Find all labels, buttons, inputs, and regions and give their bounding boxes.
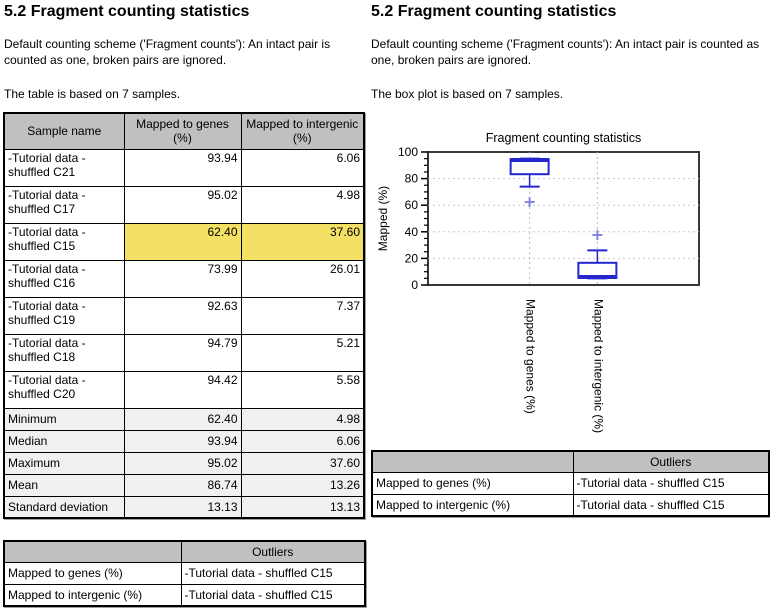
table-row bbox=[4, 297, 364, 334]
sample-name-cell: -Tutorial data - shuffled C16 bbox=[4, 260, 124, 297]
y-tick-label: 80 bbox=[404, 171, 418, 186]
y-tick-label: 60 bbox=[404, 198, 418, 213]
outliers-header-row bbox=[4, 541, 365, 562]
genes-value-cell: 93.94 bbox=[124, 149, 241, 186]
sample-name-cell: -Tutorial data - shuffled C21 bbox=[4, 149, 124, 186]
genes-value-cell: 94.79 bbox=[124, 334, 241, 371]
outliers-empty-header bbox=[4, 541, 181, 562]
summary-row bbox=[4, 496, 364, 518]
x-category-label: Mapped to genes (%) bbox=[523, 299, 538, 414]
outliers-row bbox=[4, 584, 365, 606]
table-row bbox=[4, 371, 364, 408]
outlier-value-cell: -Tutorial data - shuffled C15 bbox=[573, 494, 769, 516]
summary-genes-cell: 93.94 bbox=[124, 430, 241, 452]
plot-caption: The box plot is based on 7 samples. bbox=[371, 87, 564, 101]
summary-row bbox=[4, 408, 364, 430]
outliers-row bbox=[372, 472, 769, 494]
summary-label-cell: Minimum bbox=[4, 408, 124, 430]
outlier-value-cell: -Tutorial data - shuffled C15 bbox=[181, 584, 365, 606]
sample-name-cell: -Tutorial data - shuffled C18 bbox=[4, 334, 124, 371]
outliers-header: Outliers bbox=[573, 451, 769, 472]
summary-genes-cell: 13.13 bbox=[124, 496, 241, 518]
outlier-value-cell: -Tutorial data - shuffled C15 bbox=[573, 472, 769, 494]
outliers-row bbox=[372, 494, 769, 516]
summary-label-cell: Standard deviation bbox=[4, 496, 124, 518]
sample-name-cell: -Tutorial data - shuffled C19 bbox=[4, 297, 124, 334]
section-heading-right: 5.2 Fragment counting statistics bbox=[371, 3, 617, 20]
summary-genes-cell: 62.40 bbox=[124, 408, 241, 430]
summary-intergenic-cell: 37.60 bbox=[241, 452, 364, 474]
genes-value-cell: 94.42 bbox=[124, 371, 241, 408]
summary-intergenic-cell: 13.13 bbox=[241, 496, 364, 518]
intergenic-value-cell: 7.37 bbox=[241, 297, 364, 334]
column-header-sample-name: Sample name bbox=[4, 113, 124, 149]
summary-row bbox=[4, 474, 364, 496]
intro-text-left: Default counting scheme ('Fragment counts'): An intact pair is counted as one, broken pairs are ignored. bbox=[4, 37, 331, 67]
outlier-value-cell: -Tutorial data - shuffled C15 bbox=[181, 562, 365, 584]
plot-area bbox=[428, 152, 699, 285]
column-header-mapped-intergenic: Mapped to intergenic (%) bbox=[241, 113, 364, 149]
outliers-table-left bbox=[3, 540, 366, 607]
outliers-header-row bbox=[372, 451, 769, 472]
y-tick-label: 40 bbox=[404, 224, 418, 239]
outlier-metric-cell: Mapped to genes (%) bbox=[372, 472, 573, 494]
y-tick-label: 0 bbox=[411, 278, 418, 292]
table-row bbox=[4, 223, 364, 260]
y-tick-label: 100 bbox=[397, 145, 418, 159]
summary-genes-cell: 95.02 bbox=[124, 452, 241, 474]
box-plot bbox=[371, 108, 770, 448]
y-tick-label: 20 bbox=[404, 251, 418, 266]
intergenic-value-cell: 6.06 bbox=[241, 149, 364, 186]
intro-text-right: Default counting scheme ('Fragment counts'): An intact pair is counted as one, broken pairs are ignored. bbox=[371, 37, 760, 67]
table-row bbox=[4, 334, 364, 371]
section-heading-left: 5.2 Fragment counting statistics bbox=[4, 3, 250, 20]
outlier-metric-cell: Mapped to genes (%) bbox=[4, 562, 181, 584]
genes-value-cell: 62.40 bbox=[124, 223, 241, 260]
intergenic-value-cell: 5.21 bbox=[241, 334, 364, 371]
y-axis-label: Mapped (%) bbox=[376, 185, 390, 252]
statistics-table bbox=[3, 112, 365, 519]
table-row bbox=[4, 149, 364, 186]
outliers-header: Outliers bbox=[181, 541, 365, 562]
intergenic-value-cell: 5.58 bbox=[241, 371, 364, 408]
x-category-label: Mapped to intergenic (%) bbox=[591, 299, 606, 434]
sample-name-cell: -Tutorial data - shuffled C17 bbox=[4, 186, 124, 223]
table-row bbox=[4, 186, 364, 223]
outliers-empty-header bbox=[372, 451, 573, 472]
sample-name-cell: -Tutorial data - shuffled C15 bbox=[4, 223, 124, 260]
sample-name-cell: -Tutorial data - shuffled C20 bbox=[4, 371, 124, 408]
summary-label-cell: Maximum bbox=[4, 452, 124, 474]
chart-title: Fragment counting statistics bbox=[485, 131, 642, 145]
summary-intergenic-cell: 13.26 bbox=[241, 474, 364, 496]
outlier-metric-cell: Mapped to intergenic (%) bbox=[4, 584, 181, 606]
intergenic-value-cell: 26.01 bbox=[241, 260, 364, 297]
genes-value-cell: 92.63 bbox=[124, 297, 241, 334]
genes-value-cell: 73.99 bbox=[124, 260, 241, 297]
outlier-metric-cell: Mapped to intergenic (%) bbox=[372, 494, 573, 516]
stats-header-row bbox=[4, 113, 364, 149]
table-row bbox=[4, 260, 364, 297]
summary-label-cell: Mean bbox=[4, 474, 124, 496]
outliers-table-right bbox=[371, 450, 770, 517]
summary-intergenic-cell: 6.06 bbox=[241, 430, 364, 452]
table-caption: The table is based on 7 samples. bbox=[4, 87, 181, 101]
summary-label-cell: Median bbox=[4, 430, 124, 452]
summary-genes-cell: 86.74 bbox=[124, 474, 241, 496]
summary-intergenic-cell: 4.98 bbox=[241, 408, 364, 430]
intergenic-value-cell: 37.60 bbox=[241, 223, 364, 260]
intergenic-value-cell: 4.98 bbox=[241, 186, 364, 223]
column-header-mapped-genes: Mapped to genes (%) bbox=[124, 113, 241, 149]
outliers-row bbox=[4, 562, 365, 584]
summary-row bbox=[4, 430, 364, 452]
summary-row bbox=[4, 452, 364, 474]
genes-value-cell: 95.02 bbox=[124, 186, 241, 223]
